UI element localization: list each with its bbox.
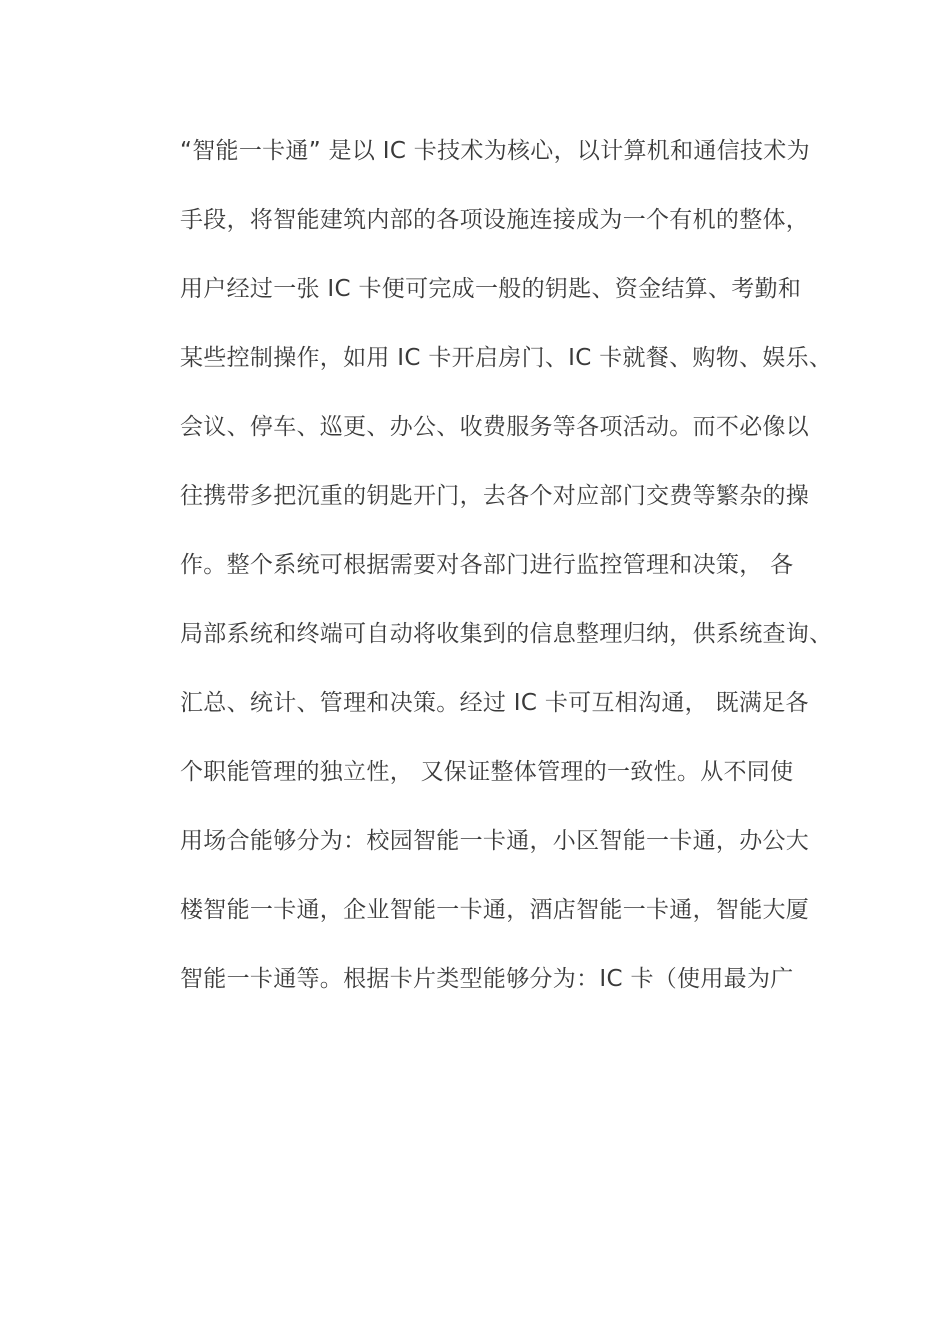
text-line: 某些控制操作，如用 IC 卡开启房门、IC 卡就餐、购物、娱乐、 [180, 345, 833, 371]
text-line: 会议、停车、巡更、办公、收费服务等各项活动。而不必像以 [180, 414, 810, 440]
text-line: 楼智能一卡通，企业智能一卡通，酒店智能一卡通，智能大厦 [180, 897, 810, 923]
text-line: 汇总、统计、管理和决策。经过 IC 卡可互相沟通， 既满足各 [180, 690, 809, 716]
text-line: 手段，将智能建筑内部的各项设施连接成为一个有机的整体， [180, 207, 810, 233]
text-line: 局部系统和终端可自动将收集到的信息整理归纳，供系统查询、 [180, 621, 833, 647]
text-line: 作。整个系统可根据需要对各部门进行监控管理和决策， 各 [180, 552, 794, 578]
text-line: “智能一卡通” 是以 IC 卡技术为核心，以计算机和通信技术为 [180, 138, 810, 164]
body-paragraph [180, 129, 840, 1026]
text-line: 个职能管理的独立性， 又保证整体管理的一致性。从不同使 [180, 759, 794, 785]
text-line: 往携带多把沉重的钥匙开门，去各个对应部门交费等繁杂的操 [180, 483, 810, 509]
text-line: 智能一卡通等。根据卡片类型能够分为：IC 卡（使用最为广 [180, 966, 794, 992]
text-line: 用户经过一张 IC 卡便可完成一般的钥匙、资金结算、考勤和 [180, 276, 802, 302]
text-line: 用场合能够分为：校园智能一卡通，小区智能一卡通，办公大 [180, 828, 810, 854]
